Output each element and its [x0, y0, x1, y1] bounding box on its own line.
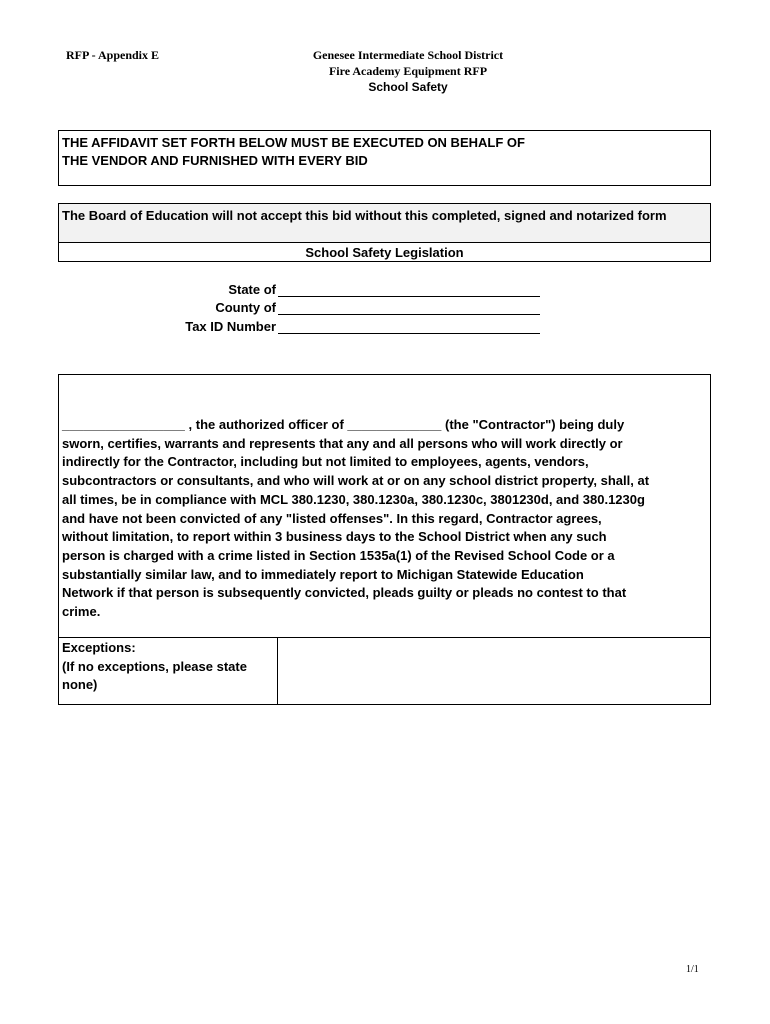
- exceptions-column-divider: [277, 637, 278, 704]
- subject-title: School Safety: [368, 80, 448, 94]
- certification-line: person is charged with a crime listed in Section 1535a(1) of the Revised School Code or a: [62, 547, 615, 563]
- certification-line: without limitation, to report within 3 business days to the School District when any such: [62, 529, 607, 545]
- org-name: Genesee Intermediate School District: [312, 48, 504, 62]
- affidavit-notice-box: [58, 130, 711, 186]
- certification-line: crime.: [62, 604, 101, 620]
- certification-line: indirectly for the Contractor, including but not limited to employees, agents, vendors,: [62, 454, 589, 470]
- exceptions-label-line3: none): [62, 677, 98, 692]
- certification-line: _________________ , the authorized officer of _____________ (the "Contractor") being duly: [62, 417, 625, 432]
- county-input-line[interactable]: [278, 300, 540, 315]
- tax-id-input-line[interactable]: [278, 319, 540, 334]
- certification-line: sworn, certifies, warrants and represents that any and all persons who will work directly or: [62, 435, 623, 451]
- certification-box: [58, 374, 711, 705]
- exceptions-label-line2: (If no exceptions, please state: [62, 658, 247, 674]
- certification-line: subcontractors or consultants, and who will work at or on any school district property, shall, at: [62, 473, 650, 489]
- exceptions-label: [62, 639, 274, 695]
- certification-line: substantially similar law, and to immediately report to Michigan Statewide Education: [62, 566, 584, 582]
- exceptions-divider: [59, 637, 710, 638]
- tax-id-label: Tax ID Number: [185, 319, 276, 334]
- county-label: County of: [215, 300, 276, 315]
- certification-line: and have not been convicted of any "listed offenses". In this regard, Contractor agrees,: [62, 510, 602, 526]
- state-label: State of: [228, 282, 276, 297]
- county-field-row: [150, 300, 542, 315]
- exceptions-input-cell[interactable]: [281, 639, 709, 703]
- certification-line: all times, be in compliance with MCL 380.1230, 380.1230a, 380.1230c, 3801230d, and 380.1230g: [62, 491, 645, 507]
- board-notice-text: The Board of Education will not accept this bid without this completed, signed and notarized form: [59, 204, 710, 243]
- state-field-row: [150, 282, 542, 297]
- certification-text: [62, 416, 707, 622]
- project-name: Fire Academy Equipment RFP: [328, 64, 488, 78]
- exceptions-label-line1: Exceptions:: [62, 640, 136, 655]
- appendix-label: RFP - Appendix E: [66, 48, 160, 62]
- board-notice-box: [58, 203, 711, 262]
- page-number: 1/1: [686, 964, 699, 975]
- document-header: [258, 47, 558, 95]
- state-input-line[interactable]: [278, 282, 540, 297]
- tax-id-field-row: [150, 319, 542, 334]
- section-title: School Safety Legislation: [305, 245, 464, 260]
- affidavit-notice-line2: THE VENDOR AND FURNISHED WITH EVERY BID: [62, 153, 368, 168]
- affidavit-notice-line1: THE AFFIDAVIT SET FORTH BELOW MUST BE EXECUTED ON BEHALF OF: [62, 135, 525, 150]
- certification-line: Network if that person is subsequently convicted, pleads guilty or pleads no contest to that: [62, 585, 627, 601]
